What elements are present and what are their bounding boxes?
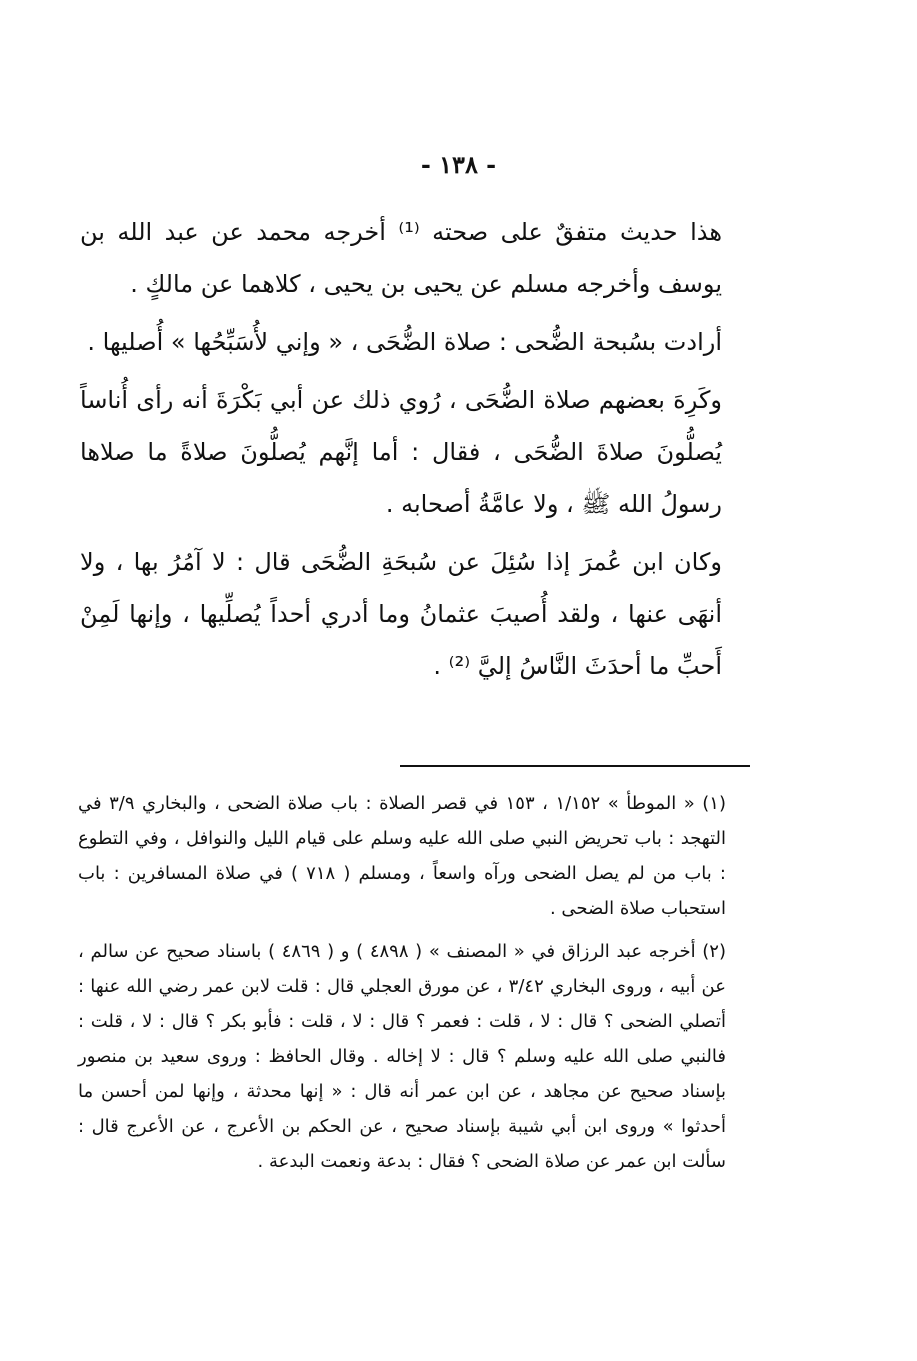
footnotes: [78, 786, 726, 1187]
footnote: (١) « الموطأ » ١/١٥٢ ، ١٥٣ في قصر الصلاة : باب صلاة الضحى ، والبخاري ٣/٩ في التهجد : باب تحريض النبي صلى الله عليه وسلم على قيام الليل والنوافل ، وفي التطوع : باب من لم يصل الضحى ورآه واسعاً ، ومسلم ( ٧١٨ ) في صلاة المسافرين : باب استحباب صلاة الضحى .: [78, 793, 726, 919]
page-number: - ١٣٨ -: [420, 150, 497, 179]
footnote-divider: [400, 765, 750, 767]
paragraph: هذا حديث متفقٌ على صحته ⁽¹⁾ أخرجه محمد عن عبد الله بن يوسف وأخرجه مسلم عن يحيى بن يحيى ، كلاهما عن مالكٍ .: [80, 218, 722, 298]
main-text: [80, 206, 722, 698]
paragraph: وكان ابن عُمرَ إذا سُئِلَ عن سُبحَةِ الضُّحَى قال : لا آمُرُ بها ، ولا أنهَى عنها ، ولقد أُصيبَ عثمانُ وما أدري أحداً يُصلِّيها ، وإنها لَمِنْ أَحبِّ ما أحدَثَ النَّاسُ إليَّ ⁽²⁾ .: [80, 548, 722, 680]
paragraph: أرادت بسُبحة الضُّحى : صلاة الضُّحَى ، « وإني لأُسَبِّحُها » أُصليها .: [87, 328, 722, 356]
footnote: (٢) أخرجه عبد الرزاق في « المصنف » ( ٤٨٩٨ ) و ( ٤٨٦٩ ) باسناد صحيح عن سالم ، عن أبيه ، وروى البخاري ٣/٤٢ ، عن مورق العجلي قال : قلت لابن عمر رضي الله عنها : أتصلي الضحى ؟ قال : لا ، قلت : فعمر ؟ قال : لا ، قلت : فأبو بكر ؟ قال : لا ، قلت : فالنبي صلى الله عليه وسلم ؟ قال : لا إخاله . وقال الحافظ : وروى سعيد بن منصور بإسناد صحيح عن مجاهد ، عن ابن عمر أنه قال : « إنها محدثة ، وإنها لمن أحسن ما أحدثوا » وروى ابن أبي شيبة بإسناد صحيح ، عن الحكم بن الأعرج ، عن الأعرج قال : سألت ابن عمر عن صلاة الضحى ؟ فقال : بدعة ونعمت البدعة .: [78, 941, 727, 1172]
paragraph: وكَرِهَ بعضهم صلاة الضُّحَى ، رُوي ذلك عن أبي بَكْرَةَ أنه رأى أُناساً يُصلُّونَ صلاةَ الضُّحَى ، فقال : أما إنَّهم يُصلُّونَ صلاةً ما صلاها رسولُ الله ﷺ ، ولا عامَّةُ أصحابه .: [80, 386, 722, 518]
